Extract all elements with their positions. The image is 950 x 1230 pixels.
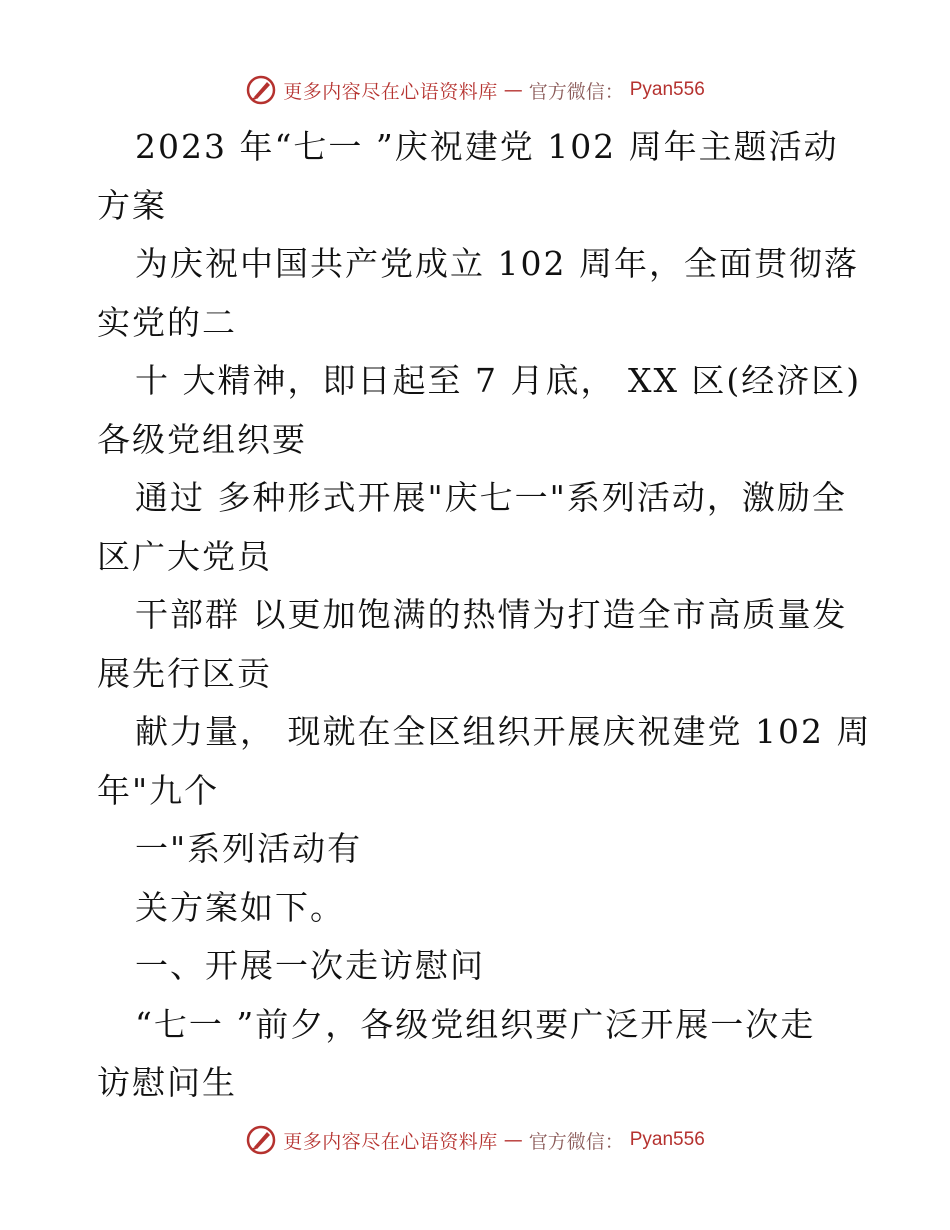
line-continuation: 各级党组织要 — [97, 419, 307, 459]
line-text: 为庆祝中国共产党成立 102 周年，全面贯彻落 — [135, 244, 859, 283]
line-text: 十 大精神，即日起至 7 月底， XX 区(经济区) — [135, 361, 862, 400]
watermark-dash: — — [503, 1129, 523, 1151]
document-body — [97, 118, 872, 1113]
line-text: 关方案如下。 — [135, 887, 345, 927]
paragraph — [97, 469, 867, 586]
watermark-dash: — — [503, 79, 523, 101]
paragraph — [97, 820, 867, 879]
line-text: 一、开展一次走访慰问 — [135, 946, 485, 985]
watermark-official-label: 官方微信： — [528, 80, 624, 103]
watermark-header — [0, 70, 950, 110]
watermark-footer — [0, 1120, 950, 1160]
line-text: 一"系列活动有 — [135, 829, 363, 868]
watermark-wechat-id: Pyan556 — [629, 79, 705, 100]
paragraph — [97, 352, 867, 469]
section-heading — [97, 937, 867, 996]
quill-seal-icon — [245, 74, 277, 106]
line-text: 2023 年“七一 ”庆祝建党 102 周年主题活动 — [135, 127, 839, 166]
line-continuation: 年"九个 — [97, 770, 220, 810]
quill-seal-icon — [245, 1124, 277, 1156]
line-text: 通过 多种形式开展"庆七一"系列活动，激励全 — [135, 478, 847, 517]
line-continuation: 展先行区贡 — [97, 653, 272, 693]
watermark-wechat-id: Pyan556 — [629, 1129, 705, 1150]
paragraph — [97, 586, 867, 703]
paragraph — [97, 235, 867, 352]
paragraph — [97, 703, 872, 820]
line-continuation: 访慰问生 — [97, 1063, 237, 1102]
line-continuation: 方案 — [97, 185, 167, 225]
paragraph — [97, 879, 867, 938]
line-text: 献力量， 现就在全区组织开展庆祝建党 102 周 — [135, 712, 872, 751]
line-text: “七一 ”前夕，各级党组织要广泛开展一次走 — [135, 1004, 816, 1044]
watermark-brand-text: 更多内容尽在心语资料库 — [283, 80, 498, 103]
line-continuation: 实党的二 — [97, 302, 237, 342]
watermark-brand-text: 更多内容尽在心语资料库 — [283, 1130, 498, 1153]
paragraph — [97, 996, 867, 1113]
paragraph-title — [97, 118, 867, 235]
line-continuation: 区广大党员 — [97, 536, 272, 576]
watermark-official-label: 官方微信： — [528, 1130, 624, 1153]
line-text: 干部群 以更加饱满的热情为打造全市高质量发 — [135, 595, 848, 634]
